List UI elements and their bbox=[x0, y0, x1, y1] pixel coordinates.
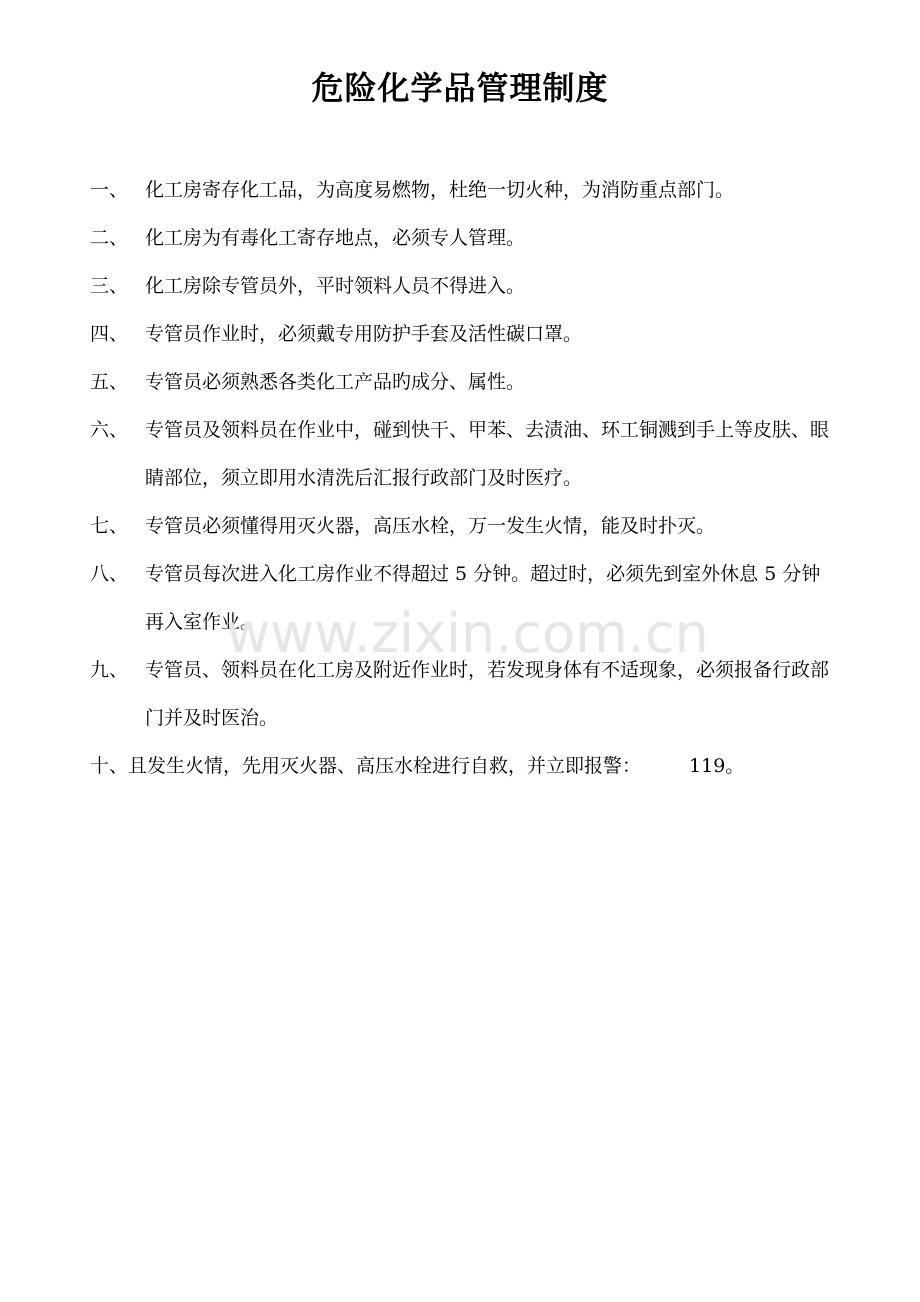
item-number: 六、 bbox=[90, 419, 129, 441]
item-number: 五、 bbox=[90, 371, 129, 393]
list-item bbox=[90, 502, 835, 550]
item-text: 专管员必须懂得用灭火器，高压水栓，万一发生火情，能及时扑灭。 bbox=[145, 515, 716, 537]
item-number: 九、 bbox=[90, 659, 129, 681]
item-text: 化工房除专管员外，平时领料人员不得进入。 bbox=[145, 275, 526, 297]
item-number: 四、 bbox=[90, 323, 129, 345]
item-number: 三、 bbox=[90, 275, 129, 297]
emergency-number: 119。 bbox=[689, 755, 745, 777]
item-text: 专管员、领料员在化工房及附近作业时，若发现身体有不适现象，必须报备行政部门并及时医治。 bbox=[145, 659, 830, 729]
item-text: 化工房为有毒化工寄存地点，必须专人管理。 bbox=[145, 227, 526, 249]
list-item bbox=[90, 166, 835, 214]
item-text: 专管员及领料员在作业中，碰到快干、甲苯、去渍油、环工铜溅到手上等皮肤、眼睛部位，须立即用水清洗后汇报行政部门及时医疗。 bbox=[145, 419, 830, 489]
list-item bbox=[90, 646, 835, 742]
list-item bbox=[90, 406, 835, 502]
item-number: 八、 bbox=[90, 563, 129, 585]
item-text: 化工房寄存化工品，为高度易燃物，杜绝一切火种，为消防重点部门。 bbox=[145, 179, 735, 201]
regulation-list bbox=[90, 166, 835, 790]
watermark: www.zixin.com.cn bbox=[226, 602, 709, 665]
list-item bbox=[90, 214, 835, 262]
item-text: 且发生火情，先用灭火器、高压水栓进行自救，并立即报警： bbox=[128, 755, 642, 777]
list-item bbox=[90, 550, 835, 646]
list-item bbox=[90, 358, 835, 406]
list-item bbox=[90, 310, 835, 358]
item-text: 专管员必须熟悉各类化工产品旳成分、属性。 bbox=[145, 371, 526, 393]
item-number: 一、 bbox=[90, 179, 129, 201]
item-number: 十、 bbox=[90, 755, 129, 777]
item-text: 专管员每次进入化工房作业不得超过 5 分钟。超过时，必须先到室外休息 5 分钟再入室作业。 bbox=[145, 563, 821, 633]
item-text: 专管员作业时，必须戴专用防护手套及活性碳口罩。 bbox=[145, 323, 583, 345]
item-number: 七、 bbox=[90, 515, 129, 537]
item-number: 二、 bbox=[90, 227, 129, 249]
page-title: 危险化学品管理制度 bbox=[311, 69, 609, 107]
list-item bbox=[90, 742, 835, 790]
list-item bbox=[90, 262, 835, 310]
